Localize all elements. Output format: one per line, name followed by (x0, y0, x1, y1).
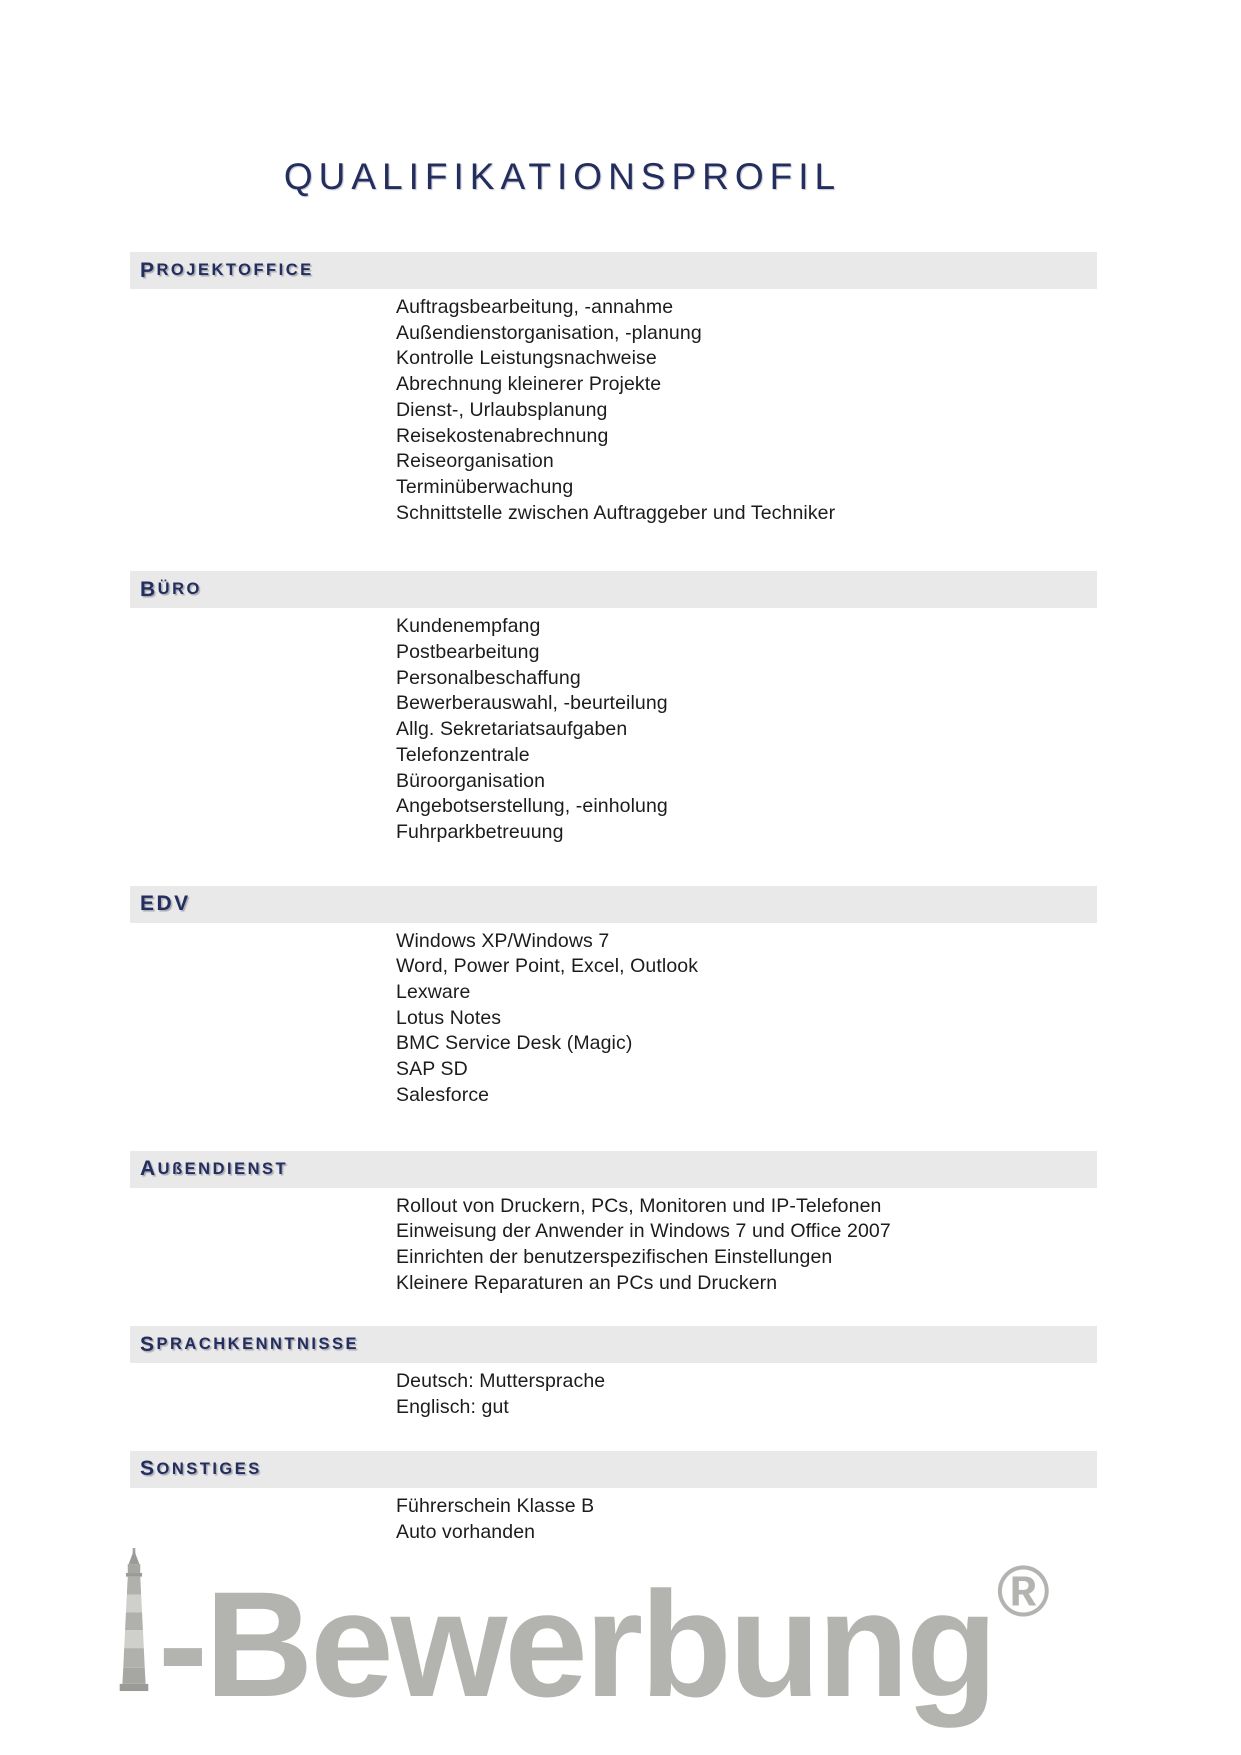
skill-item: Salesforce (396, 1083, 490, 1106)
skill-item: Auftragsbearbeitung, -annahme (396, 296, 674, 318)
skill-item: Einrichten der benutzerspezifischen Einstellungen (396, 1245, 833, 1268)
skill-item: Kontrolle Leistungsnachweise (396, 347, 657, 370)
section-heading-rest: PRACHKENNTNISSE (156, 1335, 360, 1354)
skill-item: Rollout von Druckern, PCs, Monitoren und IP-Telefonen (396, 1194, 882, 1217)
skill-item: Schnittstelle zwischen Auftraggeber und Techniker (396, 501, 836, 524)
skill-item: Einweisung der Anwender in Windows 7 und Office 2007 (396, 1220, 891, 1243)
page-title: QUALIFIKATIONSPROFIL (283, 156, 842, 197)
skill-item: Angebotserstellung, -einholung (396, 795, 668, 818)
skill-item: Lotus Notes (396, 1006, 502, 1029)
skill-item: Postbearbeitung (396, 641, 540, 664)
section-items (130, 1188, 1097, 1297)
skill-item: Abrechnung kleinerer Projekte (396, 373, 662, 396)
skill-item: Personalbeschaffung (396, 666, 581, 689)
section-heading-lead: S (140, 1457, 157, 1481)
logo-wordmark: -Bewerbung (158, 1560, 995, 1728)
skill-item: Reiseorganisation (396, 450, 554, 473)
skill-item: Bewerberauswahl, -beurteilung (396, 692, 668, 715)
profile-section (130, 1151, 1097, 1297)
section-heading-bar (130, 1151, 1097, 1188)
section-heading-rest: ÜRO (157, 580, 202, 599)
skill-item: SAP SD (396, 1058, 468, 1081)
section-heading-rest: UßENDIENST (157, 1159, 289, 1178)
section-heading-bar (130, 886, 1097, 923)
section-heading-bar (130, 1451, 1097, 1488)
section-heading-rest: ROJEKTOFFICE (156, 261, 314, 279)
section-heading-lead: S (140, 1332, 157, 1356)
skill-item: Dienst-, Urlaubsplanung (396, 398, 608, 421)
skill-item: Kleinere Reparaturen an PCs und Druckern (396, 1271, 778, 1294)
section-items (130, 608, 1097, 845)
section-heading-lead: A (140, 1157, 158, 1181)
section-items (130, 923, 1097, 1109)
skill-item: Deutsch: Muttersprache (396, 1370, 606, 1393)
skill-item: Englisch: gut (396, 1396, 509, 1419)
skill-item: BMC Service Desk (Magic) (396, 1032, 633, 1055)
skill-item: Fuhrparkbetreuung (396, 820, 564, 843)
section-heading-rest: ONSTIGES (156, 1459, 262, 1478)
section-heading-bar (130, 252, 1097, 289)
registered-trademark-icon: ® (996, 1552, 1050, 1632)
skill-item: Reisekostenabrechnung (396, 424, 609, 447)
section-heading-bar (130, 1326, 1097, 1363)
skill-item: Führerschein Klasse B (396, 1494, 595, 1517)
i-bewerbung-logo (116, 1548, 1050, 1728)
skill-item: Terminüberwachung (396, 475, 574, 498)
skill-item: Lexware (396, 981, 471, 1004)
section-heading-lead: B (140, 577, 158, 601)
profile-section (130, 886, 1097, 1109)
sections-container (130, 252, 1097, 1545)
skill-item: Word, Power Point, Excel, Outlook (396, 955, 699, 978)
skill-item: Auto vorhanden (396, 1520, 536, 1543)
lighthouse-icon (116, 1548, 152, 1700)
section-items (130, 289, 1097, 526)
profile-section (130, 1451, 1097, 1545)
skill-item: Telefonzentrale (396, 743, 530, 766)
skill-item: Windows XP/Windows 7 (396, 929, 610, 952)
section-items (130, 1363, 1097, 1420)
skill-item: Kundenempfang (396, 615, 541, 638)
section-heading-lead: EDV (140, 892, 191, 916)
section-heading-lead: P (140, 258, 157, 282)
skill-item: Allg. Sekretariatsaufgaben (396, 718, 628, 741)
section-heading-bar (130, 571, 1097, 608)
skill-item: Außendienstorganisation, -planung (396, 321, 702, 344)
profile-section (130, 1326, 1097, 1420)
profile-section (130, 252, 1097, 526)
skill-item: Büroorganisation (396, 769, 546, 792)
profile-section (130, 571, 1097, 845)
section-items (130, 1488, 1097, 1545)
